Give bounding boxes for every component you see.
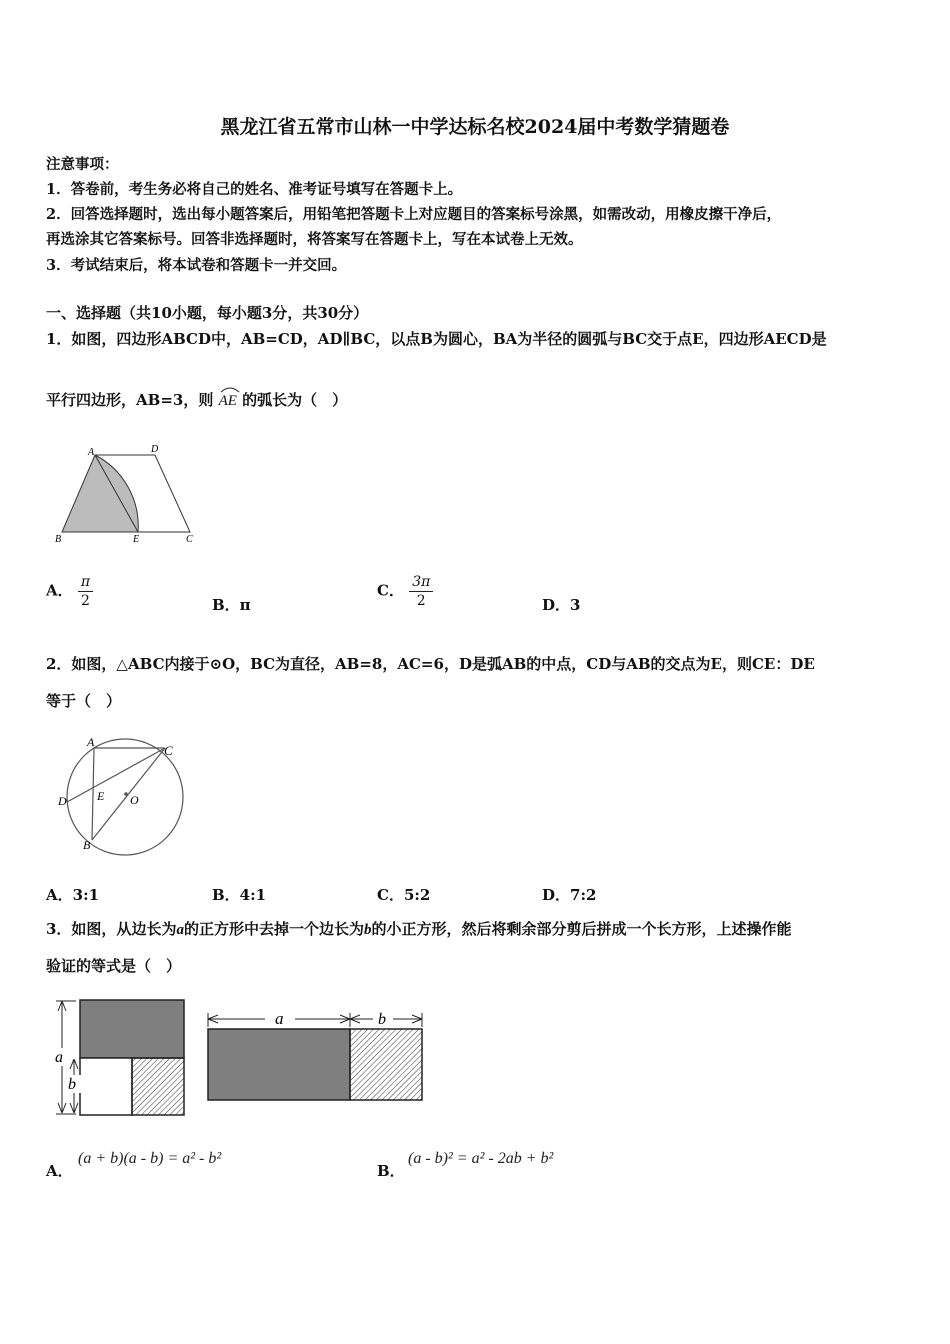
q1-stem-pre: 平行四边形，AB=3，则 bbox=[46, 391, 214, 409]
q3-option-b-expression[interactable]: (a - b)² = a² - 2ab + b² bbox=[408, 1150, 554, 1167]
q2-segment-ab bbox=[92, 748, 94, 840]
q3-label-b-left: b bbox=[68, 1076, 76, 1093]
q3-shaded-top-rect bbox=[80, 1000, 184, 1058]
q1-option-a-fraction bbox=[78, 574, 93, 609]
q3-label-a-left: a bbox=[55, 1049, 63, 1066]
q2-center-dot bbox=[124, 792, 128, 796]
q2-option-c[interactable]: C．5:2 bbox=[377, 886, 431, 904]
section-heading: 一、选择题（共10小题，每小题3分，共30分） bbox=[46, 304, 369, 322]
q1-option-c-denominator: 2 bbox=[416, 593, 426, 609]
q3-stem-line-1 bbox=[46, 918, 791, 939]
q1-label-e: E bbox=[133, 534, 140, 545]
q2-label-c: C bbox=[164, 743, 173, 758]
q2-stem-line-2: 等于（ ） bbox=[46, 692, 122, 710]
q1-figure bbox=[50, 440, 210, 550]
q3-figure-square bbox=[48, 993, 188, 1123]
q2-label-a: A bbox=[87, 735, 95, 749]
q3-remaining-rect bbox=[80, 1058, 132, 1115]
q3-removed-square bbox=[132, 1058, 184, 1115]
q2-segment-cd bbox=[67, 748, 165, 802]
notes-heading: 注意事项： bbox=[46, 156, 119, 173]
q3-figure-rectangle bbox=[205, 1005, 430, 1105]
q1-label-c: C bbox=[186, 534, 193, 545]
q2-option-a[interactable]: A．3:1 bbox=[46, 886, 100, 904]
q1-sector-shade bbox=[62, 455, 138, 532]
q2-stem-line-1: 2．如图，△ABC内接于⊙O，BC为直径，AB=8，AC=6，D是弧AB的中点，CD与AB的交点为E，则CE：DE bbox=[46, 655, 815, 673]
q3-option-b-label[interactable]: B． bbox=[377, 1162, 405, 1180]
notes-item-2-line-1: 2．回答选择题时，选出每小题答案后，用铅笔把答题卡上对应题目的答案标号涂黑，如需改动，用橡皮擦干净后， bbox=[46, 206, 782, 223]
q1-option-b[interactable]: B．π bbox=[212, 596, 251, 614]
q3-rect-shaded bbox=[208, 1029, 350, 1100]
q2-label-d: D bbox=[58, 794, 67, 808]
q1-arc-ae bbox=[219, 393, 237, 410]
q2-figure bbox=[50, 730, 200, 860]
q1-option-d[interactable]: D．3 bbox=[542, 596, 581, 614]
q1-option-a[interactable] bbox=[46, 574, 93, 609]
q1-option-a-label: A． bbox=[46, 581, 73, 600]
q3-label-b-top: b bbox=[378, 1011, 386, 1028]
q1-option-c-label: C． bbox=[377, 581, 404, 600]
q1-option-c-numerator: 3π bbox=[409, 574, 433, 592]
q3-option-a-label[interactable]: A． bbox=[46, 1162, 73, 1180]
q1-option-a-denominator: 2 bbox=[81, 593, 90, 609]
q1-stem-line-1: 1．如图，四边形ABCD中，AB=CD，AD∥BC，以点B为圆心，BA为半径的圆弧与BC交于点E，四边形AECD是 bbox=[46, 330, 827, 348]
page-title: 黑龙江省五常市山林一中学达标名校2024届中考数学猜题卷 bbox=[220, 116, 730, 138]
q2-label-b: B bbox=[83, 838, 91, 852]
q1-arc-label: AE bbox=[218, 393, 237, 409]
q2-option-b[interactable]: B．4:1 bbox=[212, 886, 267, 904]
notes-item-1: 1．答卷前，考生务必将自己的姓名、准考证号填写在答题卡上。 bbox=[46, 181, 463, 198]
q2-label-o: O bbox=[130, 793, 139, 807]
q3-stem-pre: 3．如图，从边长为 bbox=[46, 920, 177, 938]
q3-var-b: b bbox=[363, 922, 372, 938]
q1-label-d: D bbox=[151, 444, 159, 455]
q3-option-a-expression[interactable]: (a + b)(a - b) = a² - b² bbox=[78, 1150, 222, 1167]
arc-mark-icon bbox=[219, 385, 241, 393]
q1-option-a-numerator: π bbox=[78, 574, 93, 592]
q1-stem-line-2 bbox=[46, 389, 347, 410]
q1-label-a: A bbox=[88, 447, 95, 458]
notes-item-2-line-2: 再选涂其它答案标号。回答非选择题时，将答案写在答题卡上，写在本试卷上无效。 bbox=[46, 231, 583, 248]
q3-var-a: a bbox=[176, 922, 184, 938]
q3-label-a-top: a bbox=[275, 1009, 284, 1028]
q1-option-c-fraction bbox=[409, 574, 433, 609]
q1-label-b: B bbox=[55, 534, 62, 545]
q3-stem-post: 的小正方形，然后将剩余部分剪后拼成一个长方形，上述操作能 bbox=[371, 920, 792, 938]
q2-option-d[interactable]: D．7:2 bbox=[542, 886, 597, 904]
q1-stem-post: 的弧长为（ ） bbox=[242, 391, 348, 409]
q1-option-c[interactable] bbox=[377, 574, 433, 609]
notes-item-3: 3．考试结束后，将本试卷和答题卡一并交回。 bbox=[46, 257, 347, 274]
q3-stem-line-2: 验证的等式是（ ） bbox=[46, 957, 182, 975]
q3-rect-hatched bbox=[350, 1029, 422, 1100]
q3-stem-mid: 的正方形中去掉一个边长为 bbox=[183, 920, 364, 938]
q2-label-e: E bbox=[97, 789, 105, 803]
